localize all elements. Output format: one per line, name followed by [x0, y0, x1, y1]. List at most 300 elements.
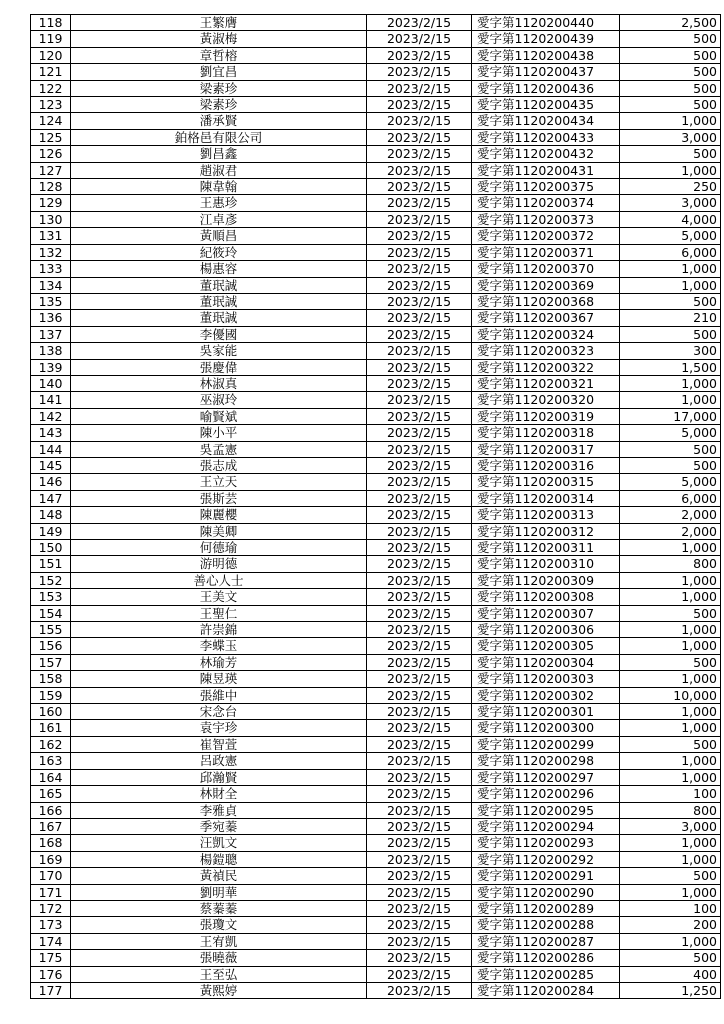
table-row	[31, 277, 721, 293]
amount-cell: 3,000	[620, 195, 721, 211]
donor-name-cell: 王繁膺	[71, 15, 367, 31]
donation-date-cell: 2023/2/15	[367, 966, 472, 982]
row-number-cell: 130	[31, 211, 71, 227]
donor-name-cell: 陳麗櫻	[71, 507, 367, 523]
table-row	[31, 31, 721, 47]
donation-date-cell: 2023/2/15	[367, 507, 472, 523]
receipt-number-cell: 愛字第1120200285	[472, 966, 620, 982]
receipt-number-cell: 愛字第1120200300	[472, 720, 620, 736]
row-number-cell: 142	[31, 408, 71, 424]
amount-cell: 5,000	[620, 474, 721, 490]
receipt-number-cell: 愛字第1120200438	[472, 47, 620, 63]
row-number-cell: 147	[31, 490, 71, 506]
row-number-cell: 177	[31, 982, 71, 998]
amount-cell: 800	[620, 556, 721, 572]
receipt-number-cell: 愛字第1120200431	[472, 162, 620, 178]
donation-date-cell: 2023/2/15	[367, 277, 472, 293]
row-number-cell: 164	[31, 769, 71, 785]
donor-name-cell: 王立天	[71, 474, 367, 490]
table-row	[31, 146, 721, 162]
amount-cell: 500	[620, 457, 721, 473]
row-number-cell: 165	[31, 786, 71, 802]
receipt-number-cell: 愛字第1120200434	[472, 113, 620, 129]
row-number-cell: 158	[31, 671, 71, 687]
amount-cell: 2,000	[620, 523, 721, 539]
table-row	[31, 47, 721, 63]
donor-name-cell: 李蝶玉	[71, 638, 367, 654]
receipt-number-cell: 愛字第1120200318	[472, 425, 620, 441]
table-row	[31, 933, 721, 949]
donor-name-cell: 董珉誠	[71, 277, 367, 293]
row-number-cell: 122	[31, 80, 71, 96]
receipt-number-cell: 愛字第1120200289	[472, 900, 620, 916]
donation-date-cell: 2023/2/15	[367, 47, 472, 63]
amount-cell: 1,000	[620, 851, 721, 867]
receipt-number-cell: 愛字第1120200369	[472, 277, 620, 293]
amount-cell: 1,000	[620, 720, 721, 736]
row-number-cell: 174	[31, 933, 71, 949]
row-number-cell: 162	[31, 736, 71, 752]
donor-name-cell: 邱瀚賢	[71, 769, 367, 785]
donor-name-cell: 游明德	[71, 556, 367, 572]
table-row	[31, 884, 721, 900]
table-row	[31, 80, 721, 96]
table-row	[31, 490, 721, 506]
table-row	[31, 179, 721, 195]
donation-table-body	[31, 15, 721, 999]
row-number-cell: 148	[31, 507, 71, 523]
receipt-number-cell: 愛字第1120200284	[472, 982, 620, 998]
donor-name-cell: 王惠珍	[71, 195, 367, 211]
row-number-cell: 119	[31, 31, 71, 47]
donation-date-cell: 2023/2/15	[367, 589, 472, 605]
donation-date-cell: 2023/2/15	[367, 162, 472, 178]
donation-date-cell: 2023/2/15	[367, 900, 472, 916]
donor-name-cell: 崔智萱	[71, 736, 367, 752]
row-number-cell: 118	[31, 15, 71, 31]
amount-cell: 1,000	[620, 277, 721, 293]
amount-cell: 1,000	[620, 769, 721, 785]
donation-date-cell: 2023/2/15	[367, 244, 472, 260]
amount-cell: 1,250	[620, 982, 721, 998]
amount-cell: 1,000	[620, 753, 721, 769]
receipt-number-cell: 愛字第1120200314	[472, 490, 620, 506]
table-row	[31, 556, 721, 572]
table-row	[31, 982, 721, 998]
table-row	[31, 523, 721, 539]
row-number-cell: 152	[31, 572, 71, 588]
donor-name-cell: 紀筱玲	[71, 244, 367, 260]
table-row	[31, 605, 721, 621]
amount-cell: 500	[620, 441, 721, 457]
donor-name-cell: 黃熙婷	[71, 982, 367, 998]
receipt-number-cell: 愛字第1120200305	[472, 638, 620, 654]
row-number-cell: 146	[31, 474, 71, 490]
row-number-cell: 133	[31, 261, 71, 277]
donation-date-cell: 2023/2/15	[367, 884, 472, 900]
table-row	[31, 769, 721, 785]
table-row	[31, 950, 721, 966]
donation-date-cell: 2023/2/15	[367, 408, 472, 424]
amount-cell: 5,000	[620, 425, 721, 441]
table-row	[31, 97, 721, 113]
row-number-cell: 170	[31, 868, 71, 884]
donation-date-cell: 2023/2/15	[367, 572, 472, 588]
amount-cell: 6,000	[620, 244, 721, 260]
amount-cell: 500	[620, 868, 721, 884]
row-number-cell: 125	[31, 129, 71, 145]
table-row	[31, 326, 721, 342]
donor-name-cell: 張志成	[71, 457, 367, 473]
receipt-number-cell: 愛字第1120200312	[472, 523, 620, 539]
row-number-cell: 156	[31, 638, 71, 654]
receipt-number-cell: 愛字第1120200315	[472, 474, 620, 490]
table-row	[31, 753, 721, 769]
receipt-number-cell: 愛字第1120200298	[472, 753, 620, 769]
table-row	[31, 736, 721, 752]
table-row	[31, 540, 721, 556]
donor-name-cell: 趙淑君	[71, 162, 367, 178]
row-number-cell: 151	[31, 556, 71, 572]
donation-table	[30, 14, 721, 999]
row-number-cell: 150	[31, 540, 71, 556]
receipt-number-cell: 愛字第1120200306	[472, 622, 620, 638]
amount-cell: 4,000	[620, 211, 721, 227]
amount-cell: 2,000	[620, 507, 721, 523]
donation-date-cell: 2023/2/15	[367, 950, 472, 966]
receipt-number-cell: 愛字第1120200311	[472, 540, 620, 556]
donation-date-cell: 2023/2/15	[367, 261, 472, 277]
row-number-cell: 163	[31, 753, 71, 769]
receipt-number-cell: 愛字第1120200436	[472, 80, 620, 96]
donation-date-cell: 2023/2/15	[367, 802, 472, 818]
donation-date-cell: 2023/2/15	[367, 490, 472, 506]
donor-name-cell: 張慶偉	[71, 359, 367, 375]
receipt-number-cell: 愛字第1120200294	[472, 818, 620, 834]
donation-date-cell: 2023/2/15	[367, 392, 472, 408]
row-number-cell: 157	[31, 654, 71, 670]
amount-cell: 500	[620, 293, 721, 309]
donation-date-cell: 2023/2/15	[367, 113, 472, 129]
amount-cell: 500	[620, 950, 721, 966]
table-row	[31, 589, 721, 605]
receipt-number-cell: 愛字第1120200432	[472, 146, 620, 162]
amount-cell: 1,000	[620, 622, 721, 638]
amount-cell: 500	[620, 654, 721, 670]
receipt-number-cell: 愛字第1120200367	[472, 310, 620, 326]
row-number-cell: 140	[31, 375, 71, 391]
donor-name-cell: 陳小平	[71, 425, 367, 441]
row-number-cell: 143	[31, 425, 71, 441]
receipt-number-cell: 愛字第1120200295	[472, 802, 620, 818]
donor-name-cell: 黃淑梅	[71, 31, 367, 47]
receipt-number-cell: 愛字第1120200324	[472, 326, 620, 342]
donor-name-cell: 潘承賢	[71, 113, 367, 129]
receipt-number-cell: 愛字第1120200371	[472, 244, 620, 260]
amount-cell: 500	[620, 47, 721, 63]
table-row	[31, 687, 721, 703]
amount-cell: 10,000	[620, 687, 721, 703]
table-row	[31, 15, 721, 31]
amount-cell: 1,500	[620, 359, 721, 375]
donation-date-cell: 2023/2/15	[367, 457, 472, 473]
receipt-number-cell: 愛字第1120200435	[472, 97, 620, 113]
donor-name-cell: 吳家能	[71, 343, 367, 359]
row-number-cell: 141	[31, 392, 71, 408]
donation-date-cell: 2023/2/15	[367, 605, 472, 621]
amount-cell: 5,000	[620, 228, 721, 244]
row-number-cell: 145	[31, 457, 71, 473]
amount-cell: 1,000	[620, 572, 721, 588]
donation-date-cell: 2023/2/15	[367, 359, 472, 375]
table-row	[31, 900, 721, 916]
amount-cell: 500	[620, 736, 721, 752]
row-number-cell: 172	[31, 900, 71, 916]
table-row	[31, 293, 721, 309]
row-number-cell: 139	[31, 359, 71, 375]
receipt-number-cell: 愛字第1120200439	[472, 31, 620, 47]
table-row	[31, 162, 721, 178]
table-row	[31, 425, 721, 441]
table-row	[31, 211, 721, 227]
row-number-cell: 134	[31, 277, 71, 293]
row-number-cell: 121	[31, 64, 71, 80]
donation-date-cell: 2023/2/15	[367, 818, 472, 834]
donor-name-cell: 林淑真	[71, 375, 367, 391]
donation-date-cell: 2023/2/15	[367, 375, 472, 391]
table-row	[31, 359, 721, 375]
donation-date-cell: 2023/2/15	[367, 211, 472, 227]
donor-name-cell: 吳孟憲	[71, 441, 367, 457]
receipt-number-cell: 愛字第1120200368	[472, 293, 620, 309]
donor-name-cell: 巫淑玲	[71, 392, 367, 408]
amount-cell: 500	[620, 605, 721, 621]
donation-date-cell: 2023/2/15	[367, 917, 472, 933]
amount-cell: 500	[620, 326, 721, 342]
row-number-cell: 169	[31, 851, 71, 867]
table-row	[31, 917, 721, 933]
donation-date-cell: 2023/2/15	[367, 97, 472, 113]
donor-name-cell: 張維中	[71, 687, 367, 703]
amount-cell: 1,000	[620, 884, 721, 900]
table-row	[31, 343, 721, 359]
amount-cell: 6,000	[620, 490, 721, 506]
donor-name-cell: 李優國	[71, 326, 367, 342]
row-number-cell: 126	[31, 146, 71, 162]
receipt-number-cell: 愛字第1120200302	[472, 687, 620, 703]
donation-date-cell: 2023/2/15	[367, 293, 472, 309]
receipt-number-cell: 愛字第1120200437	[472, 64, 620, 80]
amount-cell: 300	[620, 343, 721, 359]
donation-date-cell: 2023/2/15	[367, 343, 472, 359]
donation-date-cell: 2023/2/15	[367, 441, 472, 457]
receipt-number-cell: 愛字第1120200293	[472, 835, 620, 851]
row-number-cell: 124	[31, 113, 71, 129]
donor-name-cell: 呂政憲	[71, 753, 367, 769]
donor-name-cell: 王至弘	[71, 966, 367, 982]
receipt-number-cell: 愛字第1120200304	[472, 654, 620, 670]
donation-date-cell: 2023/2/15	[367, 523, 472, 539]
donor-name-cell: 張瓊文	[71, 917, 367, 933]
amount-cell: 400	[620, 966, 721, 982]
donor-name-cell: 黃禎民	[71, 868, 367, 884]
receipt-number-cell: 愛字第1120200316	[472, 457, 620, 473]
table-row	[31, 129, 721, 145]
row-number-cell: 138	[31, 343, 71, 359]
amount-cell: 500	[620, 97, 721, 113]
donor-name-cell: 汪凱文	[71, 835, 367, 851]
donation-date-cell: 2023/2/15	[367, 835, 472, 851]
receipt-number-cell: 愛字第1120200370	[472, 261, 620, 277]
amount-cell: 1,000	[620, 671, 721, 687]
receipt-number-cell: 愛字第1120200303	[472, 671, 620, 687]
table-row	[31, 310, 721, 326]
amount-cell: 100	[620, 900, 721, 916]
amount-cell: 3,000	[620, 129, 721, 145]
amount-cell: 1,000	[620, 261, 721, 277]
receipt-number-cell: 愛字第1120200323	[472, 343, 620, 359]
table-row	[31, 638, 721, 654]
donor-name-cell: 蔡蓁蓁	[71, 900, 367, 916]
donor-name-cell: 何德瑜	[71, 540, 367, 556]
row-number-cell: 120	[31, 47, 71, 63]
table-row	[31, 802, 721, 818]
donor-name-cell: 林瑜芳	[71, 654, 367, 670]
row-number-cell: 167	[31, 818, 71, 834]
amount-cell: 1,000	[620, 638, 721, 654]
donor-name-cell: 袁宇珍	[71, 720, 367, 736]
receipt-number-cell: 愛字第1120200291	[472, 868, 620, 884]
donor-name-cell: 鉑格邑有限公司	[71, 129, 367, 145]
donation-date-cell: 2023/2/15	[367, 868, 472, 884]
donation-date-cell: 2023/2/15	[367, 129, 472, 145]
donation-date-cell: 2023/2/15	[367, 195, 472, 211]
receipt-number-cell: 愛字第1120200374	[472, 195, 620, 211]
donation-date-cell: 2023/2/15	[367, 31, 472, 47]
donor-name-cell: 喻賢斌	[71, 408, 367, 424]
table-row	[31, 392, 721, 408]
table-row	[31, 868, 721, 884]
donation-date-cell: 2023/2/15	[367, 851, 472, 867]
row-number-cell: 132	[31, 244, 71, 260]
amount-cell: 800	[620, 802, 721, 818]
row-number-cell: 153	[31, 589, 71, 605]
receipt-number-cell: 愛字第1120200290	[472, 884, 620, 900]
donation-date-cell: 2023/2/15	[367, 64, 472, 80]
table-row	[31, 851, 721, 867]
amount-cell: 1,000	[620, 113, 721, 129]
row-number-cell: 168	[31, 835, 71, 851]
receipt-number-cell: 愛字第1120200308	[472, 589, 620, 605]
donation-date-cell: 2023/2/15	[367, 786, 472, 802]
table-row	[31, 818, 721, 834]
row-number-cell: 136	[31, 310, 71, 326]
donation-date-cell: 2023/2/15	[367, 769, 472, 785]
table-row	[31, 244, 721, 260]
amount-cell: 200	[620, 917, 721, 933]
donation-date-cell: 2023/2/15	[367, 638, 472, 654]
table-row	[31, 720, 721, 736]
amount-cell: 1,000	[620, 162, 721, 178]
donor-name-cell: 楊鎧聰	[71, 851, 367, 867]
donor-name-cell: 善心人士	[71, 572, 367, 588]
table-row	[31, 654, 721, 670]
amount-cell: 210	[620, 310, 721, 326]
receipt-number-cell: 愛字第1120200287	[472, 933, 620, 949]
table-row	[31, 375, 721, 391]
table-row	[31, 261, 721, 277]
table-row	[31, 408, 721, 424]
table-row	[31, 966, 721, 982]
row-number-cell: 128	[31, 179, 71, 195]
donation-date-cell: 2023/2/15	[367, 687, 472, 703]
donor-name-cell: 林財全	[71, 786, 367, 802]
receipt-number-cell: 愛字第1120200301	[472, 704, 620, 720]
amount-cell: 500	[620, 146, 721, 162]
receipt-number-cell: 愛字第1120200309	[472, 572, 620, 588]
amount-cell: 500	[620, 80, 721, 96]
donation-date-cell: 2023/2/15	[367, 753, 472, 769]
table-row	[31, 622, 721, 638]
receipt-number-cell: 愛字第1120200292	[472, 851, 620, 867]
donation-date-cell: 2023/2/15	[367, 425, 472, 441]
donor-name-cell: 季宛蓁	[71, 818, 367, 834]
table-row	[31, 671, 721, 687]
donation-date-cell: 2023/2/15	[367, 654, 472, 670]
row-number-cell: 149	[31, 523, 71, 539]
amount-cell: 500	[620, 31, 721, 47]
receipt-number-cell: 愛字第1120200299	[472, 736, 620, 752]
table-row	[31, 457, 721, 473]
receipt-number-cell: 愛字第1120200319	[472, 408, 620, 424]
amount-cell: 1,000	[620, 392, 721, 408]
donor-name-cell: 章哲榕	[71, 47, 367, 63]
donation-date-cell: 2023/2/15	[367, 228, 472, 244]
donor-name-cell: 王美文	[71, 589, 367, 605]
donation-date-cell: 2023/2/15	[367, 720, 472, 736]
donation-date-cell: 2023/2/15	[367, 671, 472, 687]
donation-date-cell: 2023/2/15	[367, 736, 472, 752]
donation-date-cell: 2023/2/15	[367, 704, 472, 720]
table-row	[31, 704, 721, 720]
row-number-cell: 173	[31, 917, 71, 933]
donor-name-cell: 王聖仁	[71, 605, 367, 621]
donor-name-cell: 梁素珍	[71, 97, 367, 113]
table-row	[31, 507, 721, 523]
donation-date-cell: 2023/2/15	[367, 622, 472, 638]
row-number-cell: 160	[31, 704, 71, 720]
donor-name-cell: 許崇錦	[71, 622, 367, 638]
table-row	[31, 195, 721, 211]
donation-date-cell: 2023/2/15	[367, 540, 472, 556]
receipt-number-cell: 愛字第1120200375	[472, 179, 620, 195]
donation-date-cell: 2023/2/15	[367, 146, 472, 162]
table-row	[31, 474, 721, 490]
donor-name-cell: 李雅貞	[71, 802, 367, 818]
row-number-cell: 155	[31, 622, 71, 638]
row-number-cell: 176	[31, 966, 71, 982]
donation-date-cell: 2023/2/15	[367, 310, 472, 326]
donation-date-cell: 2023/2/15	[367, 933, 472, 949]
row-number-cell: 161	[31, 720, 71, 736]
amount-cell: 1,000	[620, 933, 721, 949]
donor-name-cell: 楊惠容	[71, 261, 367, 277]
amount-cell: 17,000	[620, 408, 721, 424]
donor-name-cell: 梁素珍	[71, 80, 367, 96]
donation-date-cell: 2023/2/15	[367, 474, 472, 490]
donor-name-cell: 黃順昌	[71, 228, 367, 244]
donor-name-cell: 王宥凱	[71, 933, 367, 949]
